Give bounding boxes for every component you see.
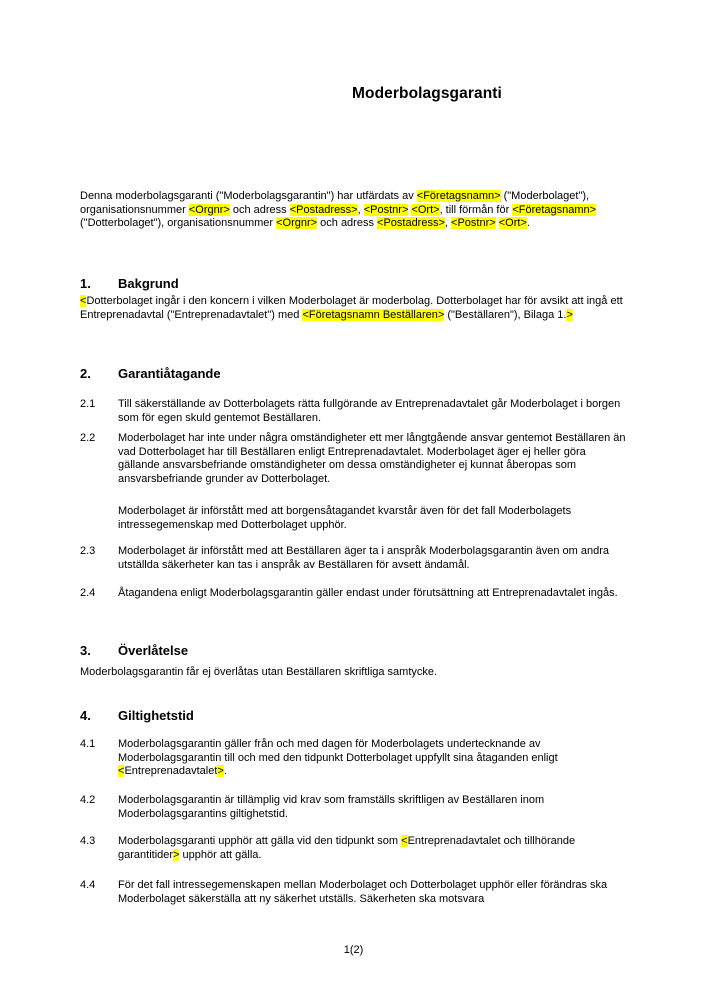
section-1-heading bbox=[80, 276, 629, 291]
clause-2-1-number: 2.1 bbox=[80, 398, 96, 410]
clause-2-3-number: 2.3 bbox=[80, 545, 96, 557]
clause-2-3-text: Moderbolaget är införstått med att Beställaren äger ta i anspråk Moderbolagsgarantin även om andra utställda säkerheter kan tas i anspråk av Beställaren för avsett ändamål. bbox=[118, 545, 610, 571]
text-run: . bbox=[223, 765, 227, 777]
clause-2-4-text: Åtagandena enligt Moderbolagsgarantin gäller endast under förutsättning att Entreprenadavtalet ingås. bbox=[118, 587, 618, 599]
clause-2-3 bbox=[80, 545, 629, 572]
highlighted-placeholder: <Postadress> bbox=[289, 203, 358, 216]
clause-4-4 bbox=[80, 879, 629, 906]
clause-4-1-number: 4.1 bbox=[80, 738, 96, 750]
highlighted-placeholder: > bbox=[173, 848, 180, 861]
highlighted-placeholder: > bbox=[217, 765, 224, 777]
highlighted-placeholder: <Företagsnamn Beställaren> bbox=[302, 308, 445, 321]
text-run: , bbox=[444, 217, 452, 229]
clause-4-2-number: 4.2 bbox=[80, 794, 96, 806]
text-run: Entreprenadavtalet bbox=[124, 765, 218, 777]
highlighted-placeholder: < bbox=[118, 765, 125, 777]
highlighted-placeholder: <Postnr> bbox=[451, 217, 496, 229]
clause-4-3-text bbox=[118, 835, 629, 862]
clause-2-1 bbox=[80, 398, 629, 425]
highlighted-placeholder: <Orgnr> bbox=[276, 217, 318, 229]
text-run: ("Beställaren"), Bilaga 1. bbox=[444, 308, 567, 321]
clause-4-2 bbox=[80, 794, 629, 821]
section-1-number: 1. bbox=[80, 276, 91, 291]
text-run: . bbox=[526, 217, 530, 229]
clause-4-1 bbox=[80, 738, 629, 779]
text-run: , till förmån för bbox=[439, 203, 513, 216]
section-4-heading bbox=[80, 708, 629, 723]
document-title: Moderbolagsgaranti bbox=[352, 85, 502, 102]
text-run: Moderbolagsgarantin gäller från och med dagen för Moderbolagets undertecknande av Moderbolagsgarantin till och med den tidpunkt Dotterbolaget uppfyllt sina åtaganden enligt bbox=[118, 738, 558, 764]
highlighted-placeholder: <Postnr> bbox=[363, 203, 409, 216]
clause-4-3-number: 4.3 bbox=[80, 835, 96, 847]
section-2-number: 2. bbox=[80, 366, 91, 381]
section-1-title: Bakgrund bbox=[118, 276, 179, 291]
text-run: ("Dotterbolaget"), organisationsnummer bbox=[80, 217, 277, 229]
section-3-title: Överlåtelse bbox=[118, 643, 189, 658]
text-run: och adress bbox=[317, 217, 378, 229]
highlighted-placeholder: <Postadress> bbox=[377, 217, 445, 229]
clause-2-2 bbox=[80, 432, 629, 486]
section-3-number: 3. bbox=[80, 643, 91, 658]
section-1-paragraph bbox=[80, 295, 629, 322]
section-4-title: Giltighetstid bbox=[118, 708, 194, 723]
highlighted-placeholder: <Ort> bbox=[411, 203, 440, 216]
intro-paragraph bbox=[80, 190, 629, 231]
clause-2-1-text: Till säkerställande av Dotterbolagets rätta fullgörande av Entreprenadavtalet går Moderbolaget i borgen som för egen skuld gentemot Beställaren. bbox=[118, 398, 621, 424]
highlighted-placeholder: <Företagsnamn> bbox=[416, 190, 501, 202]
clause-4-4-number: 4.4 bbox=[80, 879, 96, 891]
highlighted-placeholder: < bbox=[80, 295, 87, 307]
highlighted-placeholder: <Orgnr> bbox=[188, 203, 230, 216]
footer-page-number: 1(2) bbox=[343, 944, 364, 956]
section-3-paragraph: Moderbolagsgarantin får ej överlåtas utan Beställaren skriftliga samtycke. bbox=[80, 666, 438, 678]
section-3-heading bbox=[80, 643, 629, 658]
clause-4-4-text: För det fall intressegemenskapen mellan Moderbolaget och Dotterbolaget upphör eller förändras ska Moderbolaget säkerställa att ny säkerhet utställs. Säkerheten ska motsvara bbox=[118, 879, 608, 905]
highlighted-placeholder: < bbox=[401, 835, 408, 847]
text-run: Dotterbolaget ingår i den koncern i vilken Moderbolaget är moderbolag. Dotterbolaget har för avsikt att ingå ett Entreprenadavtal ("Entreprenadavtalet") med bbox=[80, 295, 623, 321]
section-2-heading bbox=[80, 366, 629, 381]
clause-2-4 bbox=[80, 587, 629, 601]
section-2-title: Garantiåtagande bbox=[118, 366, 221, 381]
highlighted-placeholder: > bbox=[566, 308, 573, 321]
clause-2-2-continuation: Moderbolaget är införstått med att borgensåtagandet kvarstår även för det fall Moderbolagets intressegemenskap med Dotterbolaget upphör. bbox=[118, 505, 572, 531]
text-run: Entreprenadavtalet och tillhörande garantitider bbox=[118, 835, 576, 861]
clause-4-2-text: Moderbolagsgarantin är tillämplig vid krav som framställs skriftligen av Beställaren inom Moderbolagsgarantins giltighetstid. bbox=[118, 794, 545, 820]
highlighted-placeholder: <Företagsnamn> bbox=[512, 203, 597, 216]
clause-2-2-text: Moderbolaget har inte under några omständigheter ett mer långtgående ansvar gentemot Beställaren än vad Dotterbolaget har till Beställaren enligt Entreprenadavtalet. Moderbolaget äger ej heller göra gällande ansvarsbefriande omständigheter om dessa omständigheter ej kunnat åberopas som ansvarsbefriande grunder av Dotterbolaget. bbox=[118, 432, 626, 485]
text-run: , bbox=[357, 203, 364, 216]
highlighted-placeholder: <Ort> bbox=[498, 217, 527, 229]
text-run: upphör att gälla. bbox=[179, 848, 262, 861]
clause-4-3 bbox=[80, 835, 629, 862]
text-run: ("Moderbolaget"), organisationsnummer bbox=[80, 190, 590, 216]
clause-2-2-number: 2.2 bbox=[80, 432, 96, 444]
section-4-number: 4. bbox=[80, 708, 91, 723]
text-run: och adress bbox=[229, 203, 290, 216]
clause-2-4-number: 2.4 bbox=[80, 587, 96, 599]
text-run: Denna moderbolagsgaranti ("Moderbolagsgarantin") har utfärdats av bbox=[80, 190, 417, 202]
text-run: Moderbolagsgaranti upphör att gälla vid den tidpunkt som bbox=[118, 835, 402, 847]
clause-4-1-text bbox=[118, 738, 629, 779]
